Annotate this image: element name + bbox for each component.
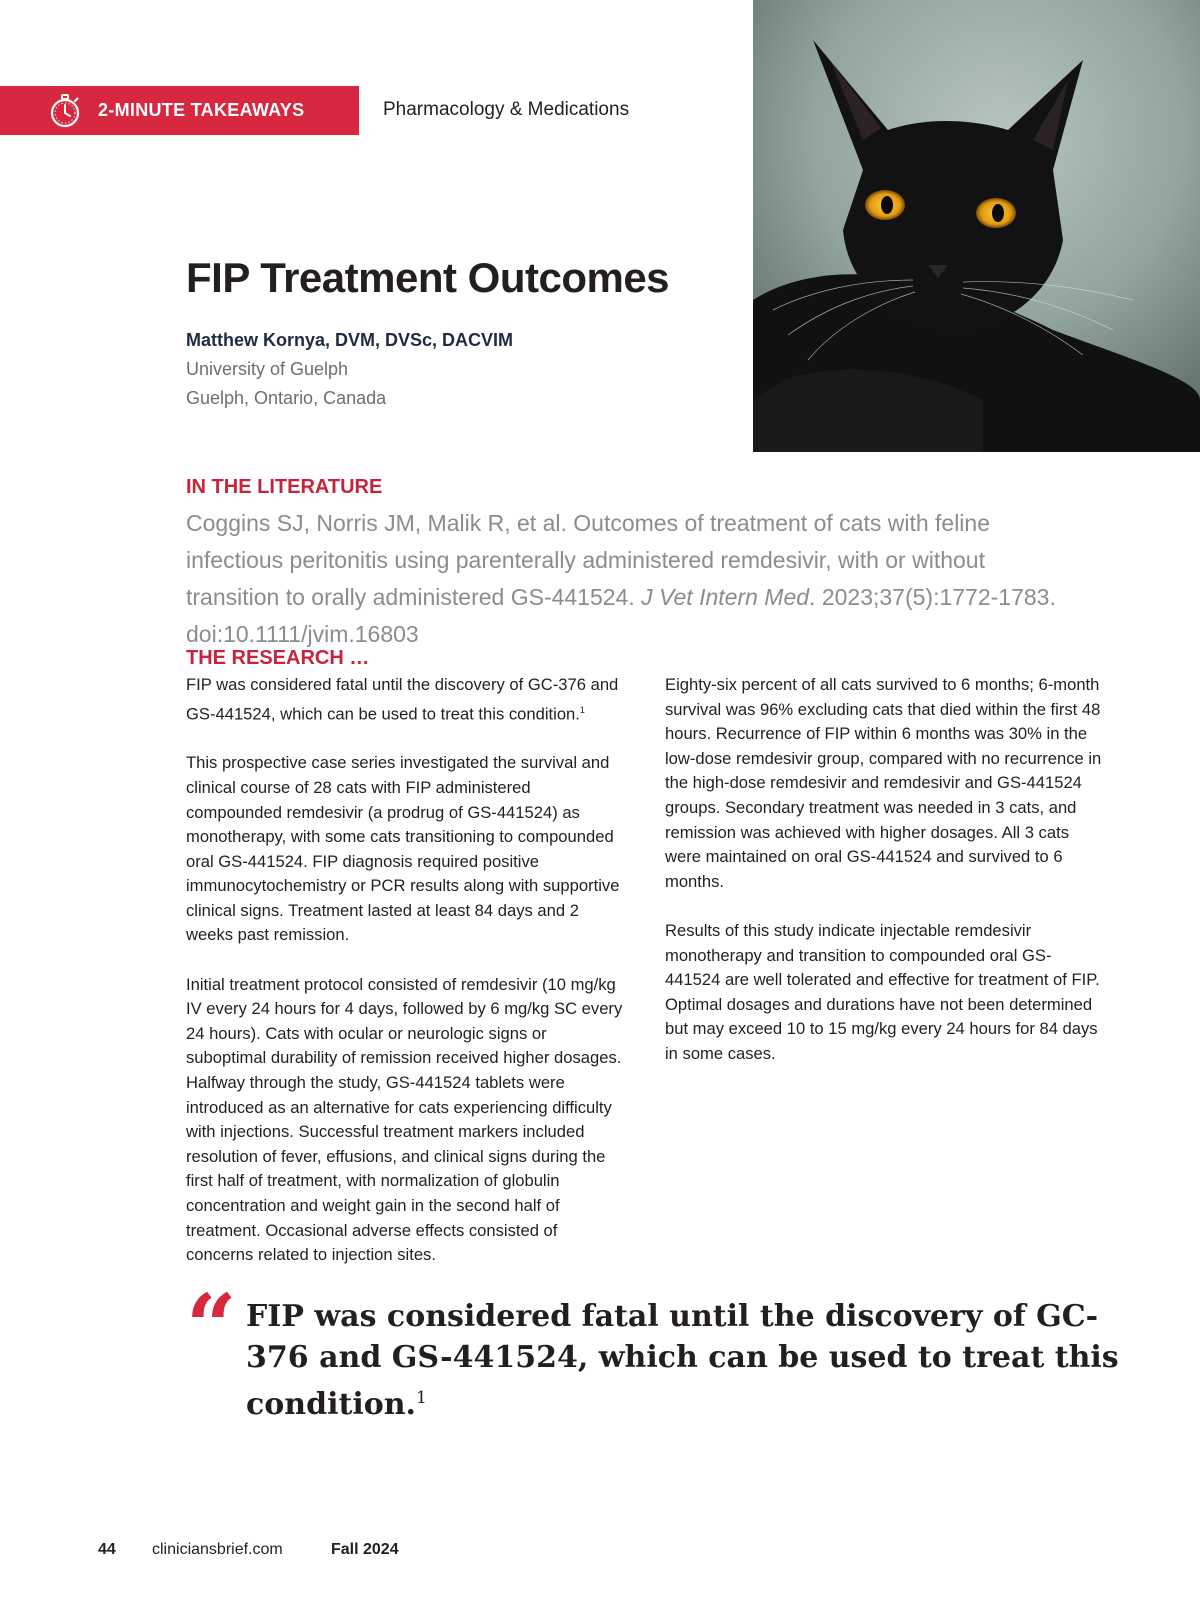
stopwatch-icon xyxy=(48,94,82,128)
research-paragraph-4: Eighty-six percent of all cats survived to 6 months; 6-month survival was 96% excluding cats that died within the first 48 hours. Recurrence of FIP within 6 months was 30% in the low-dose remdesivir group, compared with no recurrence in the high-dose remdesivir and remdesivir and GS-441524 groups. Secondary treatment was needed in 3 cats, and remission was achieved with higher dosages. All 3 cats were maintained on oral GS-441524 and survived to 6 months. xyxy=(665,675,1102,891)
section-banner xyxy=(0,86,359,135)
research-paragraph-5: Results of this study indicate injectable remdesivir monotherapy and transition to compounded oral GS-441524 are well tolerated and effective for treatment of FIP. Optimal dosages and durations have not been determined but may exceed 10 to 15 mg/kg every 24 hours for 84 days in some cases. xyxy=(665,920,1100,1063)
page-number: 44 xyxy=(98,1541,116,1558)
footer-issue: Fall 2024 xyxy=(331,1541,399,1558)
black-cat-photo xyxy=(753,0,1200,452)
pull-quote-reference: 1 xyxy=(415,1388,427,1408)
research-column-left xyxy=(186,673,626,1292)
research-heading: THE RESEARCH … xyxy=(186,647,370,669)
pull-quote-text: FIP was considered fatal until the discovery of GC-376 and GS-441524, which can be used to treat this condition. xyxy=(246,1299,1119,1422)
citation-main: Coggins SJ, Norris JM, Malik R, et al. Outcomes of treatment of cats with feline infectious peritonitis using parenterally administered remdesivir, with or without transition to orally administered GS-441524. xyxy=(186,510,991,610)
literature-citation xyxy=(186,505,1066,653)
author-location: Guelph, Ontario, Canada xyxy=(186,388,387,408)
author-name: Matthew Kornya, DVM, DVSc, DACVIM xyxy=(186,330,514,350)
footer-site: cliniciansbrief.com xyxy=(152,1541,283,1558)
research-paragraph xyxy=(186,673,626,727)
citation-tail: . 2023;37(5):1772-1783. doi:10.1111/jvim.16803 xyxy=(186,584,1056,647)
category-label: Pharmacology & Medications xyxy=(383,99,630,120)
research-column-right xyxy=(665,673,1105,1091)
research-paragraph-1: FIP was considered fatal until the discovery of GC-376 and GS-441524, which can be used to treat this condition. xyxy=(186,675,619,724)
author-affiliation: University of Guelph xyxy=(186,359,349,379)
research-paragraph-3: Initial treatment protocol consisted of remdesivir (10 mg/kg IV every 24 hours for 4 days, followed by 6 mg/kg SC every 24 hours). Cats with ocular or neurologic signs or suboptimal durability of remission received higher dosages. Halfway through the study, GS-441524 tablets were introduced as an alternative for cats experiencing difficulty with injections. Successful treatment markers included resolution of fever, effusions, and clinical signs during the first half of treatment, with normalization of globulin concentration and weight gain in the second half of treatment. Occasional adverse effects consisted of concerns related to injection sites. xyxy=(186,974,623,1265)
banner-label: 2-MINUTE TAKEAWAYS xyxy=(98,100,305,120)
research-paragraph-2: This prospective case series investigated the survival and clinical course of 28 cats with FIP administered compounded remdesivir (a prodrug of GS-441524) as monotherapy, with some cats transitioning to compounded oral GS-441524. FIP diagnosis required positive immunocytochemistry or PCR results along with supportive clinical signs. Treatment lasted at least 84 days and 2 weeks past remission. xyxy=(186,753,620,945)
quote-mark-icon: “ xyxy=(186,1274,237,1378)
reference-marker: 1 xyxy=(579,704,585,715)
article-title: FIP Treatment Outcomes xyxy=(186,254,670,301)
citation-journal: J Vet Intern Med xyxy=(641,584,810,610)
literature-heading: IN THE LITERATURE xyxy=(186,476,383,498)
pull-quote xyxy=(246,1296,1146,1425)
